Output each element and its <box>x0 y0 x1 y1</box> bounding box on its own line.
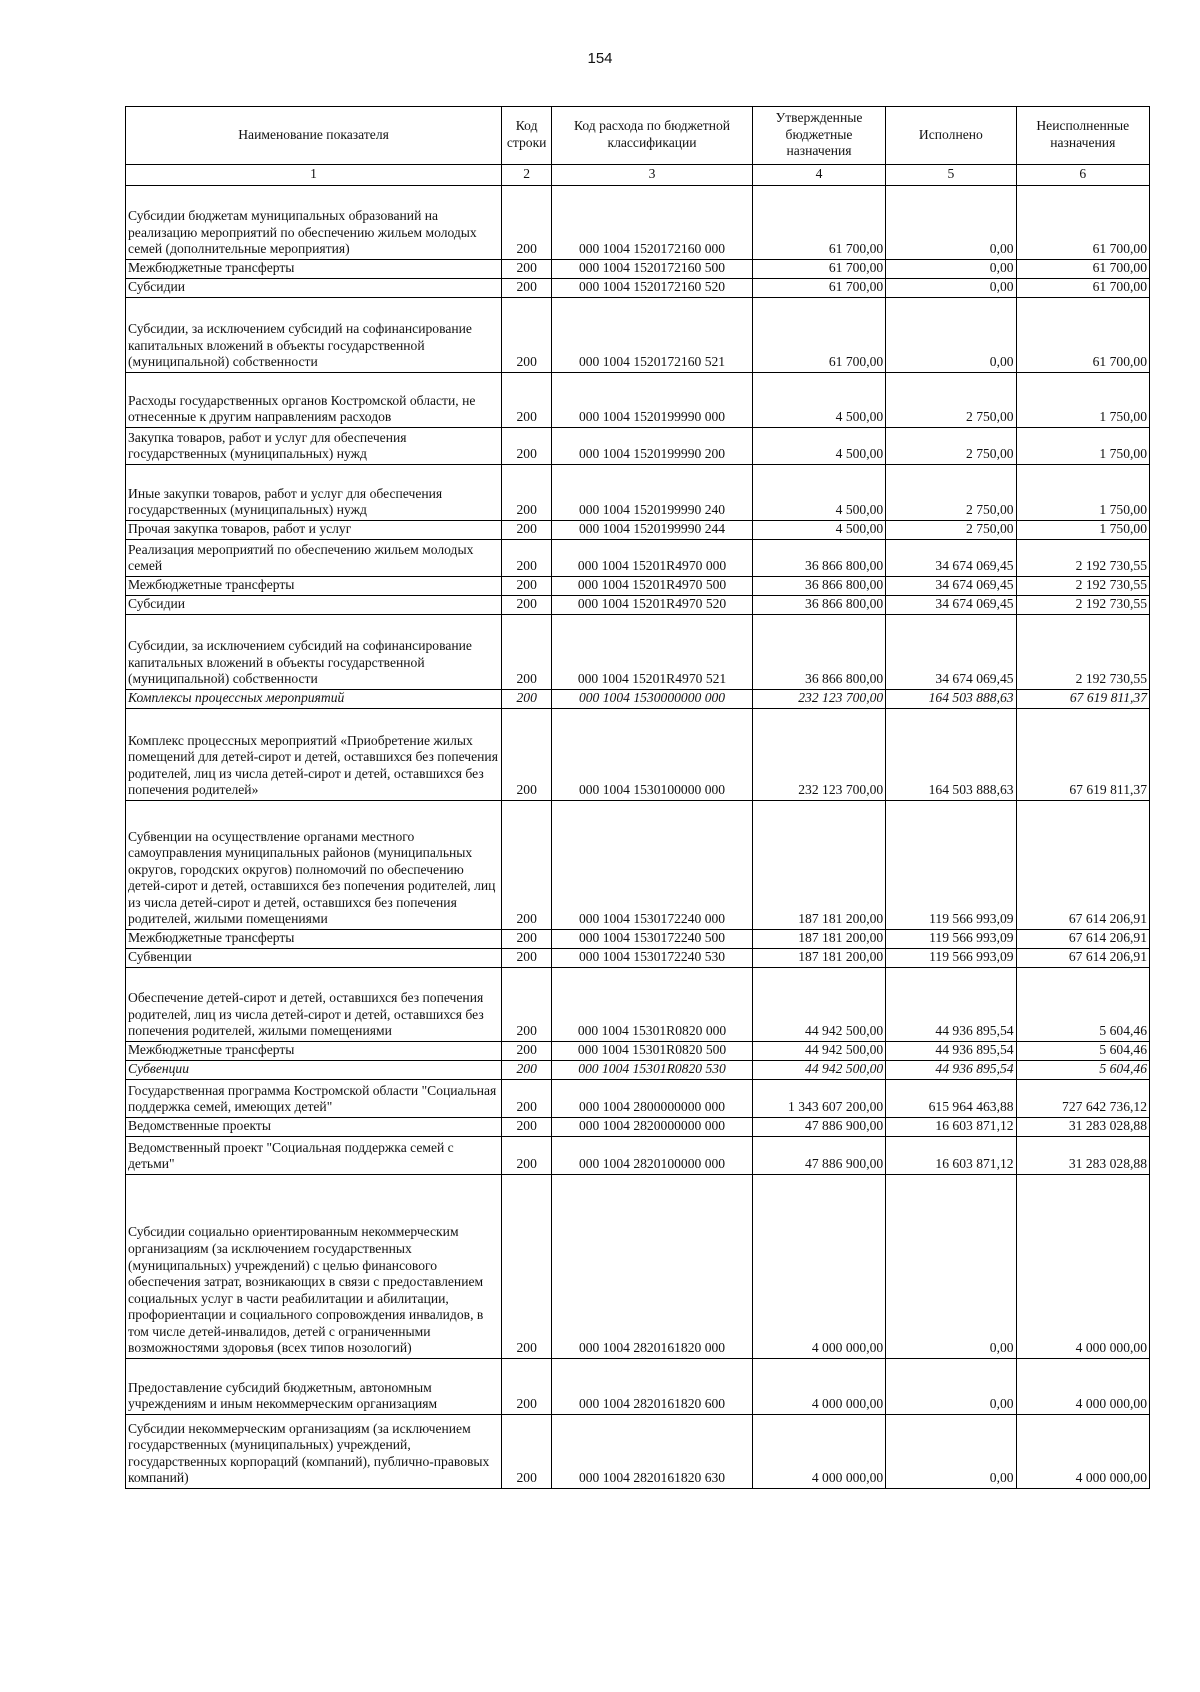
row-executed: 44 936 895,54 <box>886 1042 1016 1061</box>
row-executed: 615 964 463,88 <box>886 1080 1016 1118</box>
row-unexecuted: 727 642 736,12 <box>1016 1080 1149 1118</box>
row-executed: 164 503 888,63 <box>886 690 1016 709</box>
table-row <box>126 298 1150 373</box>
row-approved: 232 123 700,00 <box>752 709 885 801</box>
row-unexecuted: 67 614 206,91 <box>1016 801 1149 930</box>
row-code: 200 <box>502 801 552 930</box>
row-code: 200 <box>502 373 552 428</box>
row-code: 200 <box>502 428 552 465</box>
row-classification: 000 1004 15301R0820 530 <box>552 1061 753 1080</box>
column-number: 3 <box>552 165 753 186</box>
row-code: 200 <box>502 968 552 1042</box>
row-approved: 61 700,00 <box>752 279 885 298</box>
row-name: Субсидии некоммерческим организациям (за исключением государственных (муниципальных) учреждений, государственных корпораций (компаний), публично-правовых компаний) <box>126 1415 502 1489</box>
row-executed: 34 674 069,45 <box>886 615 1016 690</box>
row-code: 200 <box>502 1118 552 1137</box>
row-classification: 000 1004 1530172240 530 <box>552 949 753 968</box>
header-executed: Исполнено <box>886 107 1016 165</box>
row-name: Субсидии <box>126 279 502 298</box>
table-row <box>126 1061 1150 1080</box>
table-row <box>126 615 1150 690</box>
header-unexecuted: Неисполненные назначения <box>1016 107 1149 165</box>
table-row <box>126 577 1150 596</box>
row-approved: 61 700,00 <box>752 298 885 373</box>
row-executed: 2 750,00 <box>886 373 1016 428</box>
row-executed: 44 936 895,54 <box>886 968 1016 1042</box>
row-code: 200 <box>502 540 552 577</box>
row-unexecuted: 1 750,00 <box>1016 428 1149 465</box>
row-executed: 44 936 895,54 <box>886 1061 1016 1080</box>
row-name: Межбюджетные трансферты <box>126 1042 502 1061</box>
row-approved: 44 942 500,00 <box>752 1042 885 1061</box>
row-name: Закупка товаров, работ и услуг для обеспечения государственных (муниципальных) нужд <box>126 428 502 465</box>
table-row <box>126 373 1150 428</box>
row-code: 200 <box>502 949 552 968</box>
row-approved: 47 886 900,00 <box>752 1137 885 1175</box>
table-row <box>126 1118 1150 1137</box>
table-body <box>126 186 1150 1489</box>
row-executed: 0,00 <box>886 298 1016 373</box>
row-approved: 36 866 800,00 <box>752 615 885 690</box>
table-row <box>126 930 1150 949</box>
row-approved: 4 500,00 <box>752 373 885 428</box>
row-executed: 164 503 888,63 <box>886 709 1016 801</box>
row-approved: 36 866 800,00 <box>752 577 885 596</box>
row-name: Субсидии социально ориентированным некоммерческим организациям (за исключением государственных (муниципальных) учреждений) с целью финансового обеспечения затрат, возникающих в связи с предоставлением социальных услуг в части реабилитации и абилитации, профориентации и социального сопровождения инвалидов, в том числе детей-инвалидов, детей с ограниченными возможностями здоровья (всех типов нозологий) <box>126 1175 502 1359</box>
page-number: 154 <box>587 50 613 67</box>
row-name: Иные закупки товаров, работ и услуг для обеспечения государственных (муниципальных) нужд <box>126 465 502 521</box>
row-approved: 4 000 000,00 <box>752 1415 885 1489</box>
row-approved: 4 500,00 <box>752 465 885 521</box>
row-classification: 000 1004 1520172160 500 <box>552 260 753 279</box>
table-row <box>126 801 1150 930</box>
table-row <box>126 949 1150 968</box>
row-approved: 47 886 900,00 <box>752 1118 885 1137</box>
table-row <box>126 540 1150 577</box>
row-unexecuted: 4 000 000,00 <box>1016 1175 1149 1359</box>
row-unexecuted: 2 192 730,55 <box>1016 540 1149 577</box>
row-code: 200 <box>502 186 552 260</box>
row-classification: 000 1004 15201R4970 521 <box>552 615 753 690</box>
row-name: Субвенции <box>126 1061 502 1080</box>
row-name: Обеспечение детей-сирот и детей, оставшихся без попечения родителей, лиц из числа детей-сирот и детей, оставшихся без попечения родителей, жилыми помещениями <box>126 968 502 1042</box>
row-approved: 4 000 000,00 <box>752 1175 885 1359</box>
table-row <box>126 521 1150 540</box>
row-executed: 0,00 <box>886 186 1016 260</box>
row-executed: 16 603 871,12 <box>886 1137 1016 1175</box>
row-classification: 000 1004 1520172160 520 <box>552 279 753 298</box>
row-classification: 000 1004 1530100000 000 <box>552 709 753 801</box>
budget-execution-table <box>125 106 1150 1489</box>
row-unexecuted: 61 700,00 <box>1016 186 1149 260</box>
row-code: 200 <box>502 465 552 521</box>
table-row <box>126 279 1150 298</box>
row-approved: 187 181 200,00 <box>752 949 885 968</box>
row-classification: 000 1004 1520199990 200 <box>552 428 753 465</box>
row-unexecuted: 5 604,46 <box>1016 1042 1149 1061</box>
row-approved: 61 700,00 <box>752 260 885 279</box>
row-approved: 36 866 800,00 <box>752 540 885 577</box>
table-row <box>126 1359 1150 1415</box>
row-classification: 000 1004 15201R4970 500 <box>552 577 753 596</box>
row-classification: 000 1004 1530172240 500 <box>552 930 753 949</box>
row-unexecuted: 61 700,00 <box>1016 279 1149 298</box>
row-classification: 000 1004 1520199990 000 <box>552 373 753 428</box>
row-classification: 000 1004 2820161820 000 <box>552 1175 753 1359</box>
row-classification: 000 1004 2820161820 600 <box>552 1359 753 1415</box>
row-code: 200 <box>502 690 552 709</box>
row-classification: 000 1004 2820161820 630 <box>552 1415 753 1489</box>
row-code: 200 <box>502 596 552 615</box>
row-classification: 000 1004 1530000000 000 <box>552 690 753 709</box>
table-row <box>126 260 1150 279</box>
row-classification: 000 1004 1520172160 000 <box>552 186 753 260</box>
header-row-code: Код строки <box>502 107 552 165</box>
row-unexecuted: 2 192 730,55 <box>1016 615 1149 690</box>
header-approved: Утвержденные бюджетные назначения <box>752 107 885 165</box>
row-classification: 000 1004 1530172240 000 <box>552 801 753 930</box>
row-unexecuted: 61 700,00 <box>1016 298 1149 373</box>
row-name: Государственная программа Костромской области "Социальная поддержка семей, имеющих детей" <box>126 1080 502 1118</box>
row-classification: 000 1004 15201R4970 000 <box>552 540 753 577</box>
row-approved: 44 942 500,00 <box>752 1061 885 1080</box>
row-code: 200 <box>502 1175 552 1359</box>
row-classification: 000 1004 1520172160 521 <box>552 298 753 373</box>
row-name: Межбюджетные трансферты <box>126 577 502 596</box>
row-unexecuted: 1 750,00 <box>1016 373 1149 428</box>
row-name: Предоставление субсидий бюджетным, автономным учреждениям и иным некоммерческим организациям <box>126 1359 502 1415</box>
row-code: 200 <box>502 709 552 801</box>
table-row <box>126 1175 1150 1359</box>
row-executed: 2 750,00 <box>886 521 1016 540</box>
table-row <box>126 1080 1150 1118</box>
row-approved: 4 000 000,00 <box>752 1359 885 1415</box>
row-code: 200 <box>502 1415 552 1489</box>
row-code: 200 <box>502 298 552 373</box>
row-executed: 16 603 871,12 <box>886 1118 1016 1137</box>
row-code: 200 <box>502 1042 552 1061</box>
row-unexecuted: 5 604,46 <box>1016 1061 1149 1080</box>
row-executed: 119 566 993,09 <box>886 949 1016 968</box>
row-name: Межбюджетные трансферты <box>126 260 502 279</box>
table-row <box>126 1042 1150 1061</box>
row-executed: 34 674 069,45 <box>886 577 1016 596</box>
row-executed: 0,00 <box>886 1175 1016 1359</box>
row-executed: 0,00 <box>886 279 1016 298</box>
row-unexecuted: 67 614 206,91 <box>1016 930 1149 949</box>
row-name: Реализация мероприятий по обеспечению жильем молодых семей <box>126 540 502 577</box>
row-classification: 000 1004 15301R0820 000 <box>552 968 753 1042</box>
table-row <box>126 1137 1150 1175</box>
row-executed: 0,00 <box>886 260 1016 279</box>
row-approved: 61 700,00 <box>752 186 885 260</box>
row-executed: 0,00 <box>886 1359 1016 1415</box>
row-executed: 34 674 069,45 <box>886 540 1016 577</box>
row-name: Ведомственный проект "Социальная поддержка семей с детьми" <box>126 1137 502 1175</box>
row-executed: 119 566 993,09 <box>886 930 1016 949</box>
row-unexecuted: 31 283 028,88 <box>1016 1118 1149 1137</box>
table-header <box>126 107 1150 186</box>
table-row <box>126 186 1150 260</box>
row-name: Субсидии бюджетам муниципальных образований на реализацию мероприятий по обеспечению жильем молодых семей (дополнительные мероприятия) <box>126 186 502 260</box>
table-row <box>126 596 1150 615</box>
column-number: 1 <box>126 165 502 186</box>
row-approved: 232 123 700,00 <box>752 690 885 709</box>
row-code: 200 <box>502 930 552 949</box>
row-unexecuted: 67 614 206,91 <box>1016 949 1149 968</box>
row-name: Субвенции <box>126 949 502 968</box>
row-name: Прочая закупка товаров, работ и услуг <box>126 521 502 540</box>
row-code: 200 <box>502 577 552 596</box>
row-unexecuted: 67 619 811,37 <box>1016 709 1149 801</box>
row-executed: 119 566 993,09 <box>886 801 1016 930</box>
row-executed: 2 750,00 <box>886 428 1016 465</box>
row-approved: 36 866 800,00 <box>752 596 885 615</box>
row-unexecuted: 5 604,46 <box>1016 968 1149 1042</box>
row-classification: 000 1004 2820000000 000 <box>552 1118 753 1137</box>
table-row <box>126 690 1150 709</box>
row-name: Межбюджетные трансферты <box>126 930 502 949</box>
table-row <box>126 428 1150 465</box>
row-unexecuted: 4 000 000,00 <box>1016 1415 1149 1489</box>
row-unexecuted: 1 750,00 <box>1016 465 1149 521</box>
row-code: 200 <box>502 1061 552 1080</box>
table-row <box>126 968 1150 1042</box>
row-unexecuted: 1 750,00 <box>1016 521 1149 540</box>
row-code: 200 <box>502 260 552 279</box>
row-unexecuted: 2 192 730,55 <box>1016 596 1149 615</box>
row-approved: 187 181 200,00 <box>752 801 885 930</box>
row-code: 200 <box>502 1080 552 1118</box>
row-unexecuted: 67 619 811,37 <box>1016 690 1149 709</box>
row-name: Комплекс процессных мероприятий «Приобретение жилых помещений для детей-сирот и детей, оставшихся без попечения родителей, лиц из числа детей-сирот и детей, оставшихся без попечения родителей» <box>126 709 502 801</box>
row-classification: 000 1004 15301R0820 500 <box>552 1042 753 1061</box>
row-classification: 000 1004 15201R4970 520 <box>552 596 753 615</box>
row-approved: 4 500,00 <box>752 428 885 465</box>
row-name: Комплексы процессных мероприятий <box>126 690 502 709</box>
row-unexecuted: 31 283 028,88 <box>1016 1137 1149 1175</box>
header-indicator-name: Наименование показателя <box>126 107 502 165</box>
row-classification: 000 1004 2800000000 000 <box>552 1080 753 1118</box>
row-unexecuted: 2 192 730,55 <box>1016 577 1149 596</box>
row-approved: 4 500,00 <box>752 521 885 540</box>
row-approved: 187 181 200,00 <box>752 930 885 949</box>
row-executed: 0,00 <box>886 1415 1016 1489</box>
row-code: 200 <box>502 615 552 690</box>
column-number: 4 <box>752 165 885 186</box>
row-classification: 000 1004 1520199990 240 <box>552 465 753 521</box>
table-row <box>126 1415 1150 1489</box>
table-row <box>126 709 1150 801</box>
row-name: Субсидии <box>126 596 502 615</box>
row-name: Субсидии, за исключением субсидий на софинансирование капитальных вложений в объекты государственной (муниципальной) собственности <box>126 615 502 690</box>
row-code: 200 <box>502 1137 552 1175</box>
row-classification: 000 1004 2820100000 000 <box>552 1137 753 1175</box>
table-row <box>126 465 1150 521</box>
column-number: 2 <box>502 165 552 186</box>
row-classification: 000 1004 1520199990 244 <box>552 521 753 540</box>
row-executed: 2 750,00 <box>886 465 1016 521</box>
row-approved: 1 343 607 200,00 <box>752 1080 885 1118</box>
row-unexecuted: 61 700,00 <box>1016 260 1149 279</box>
column-number: 6 <box>1016 165 1149 186</box>
row-name: Расходы государственных органов Костромской области, не отнесенные к другим направлениям расходов <box>126 373 502 428</box>
row-name: Субсидии, за исключением субсидий на софинансирование капитальных вложений в объекты государственной (муниципальной) собственности <box>126 298 502 373</box>
row-code: 200 <box>502 1359 552 1415</box>
row-code: 200 <box>502 521 552 540</box>
row-executed: 34 674 069,45 <box>886 596 1016 615</box>
row-approved: 44 942 500,00 <box>752 968 885 1042</box>
row-unexecuted: 4 000 000,00 <box>1016 1359 1149 1415</box>
row-name: Ведомственные проекты <box>126 1118 502 1137</box>
column-number: 5 <box>886 165 1016 186</box>
row-code: 200 <box>502 279 552 298</box>
header-budget-classification: Код расхода по бюджетной классификации <box>552 107 753 165</box>
row-name: Субвенции на осуществление органами местного самоуправления муниципальных районов (муниципальных округов, городских округов) полномочий по обеспечению детей-сирот и детей, оставшихся без попечения родителей, лиц из числа детей-сирот и детей, оставшихся без попечения родителей, жилыми помещениями <box>126 801 502 930</box>
